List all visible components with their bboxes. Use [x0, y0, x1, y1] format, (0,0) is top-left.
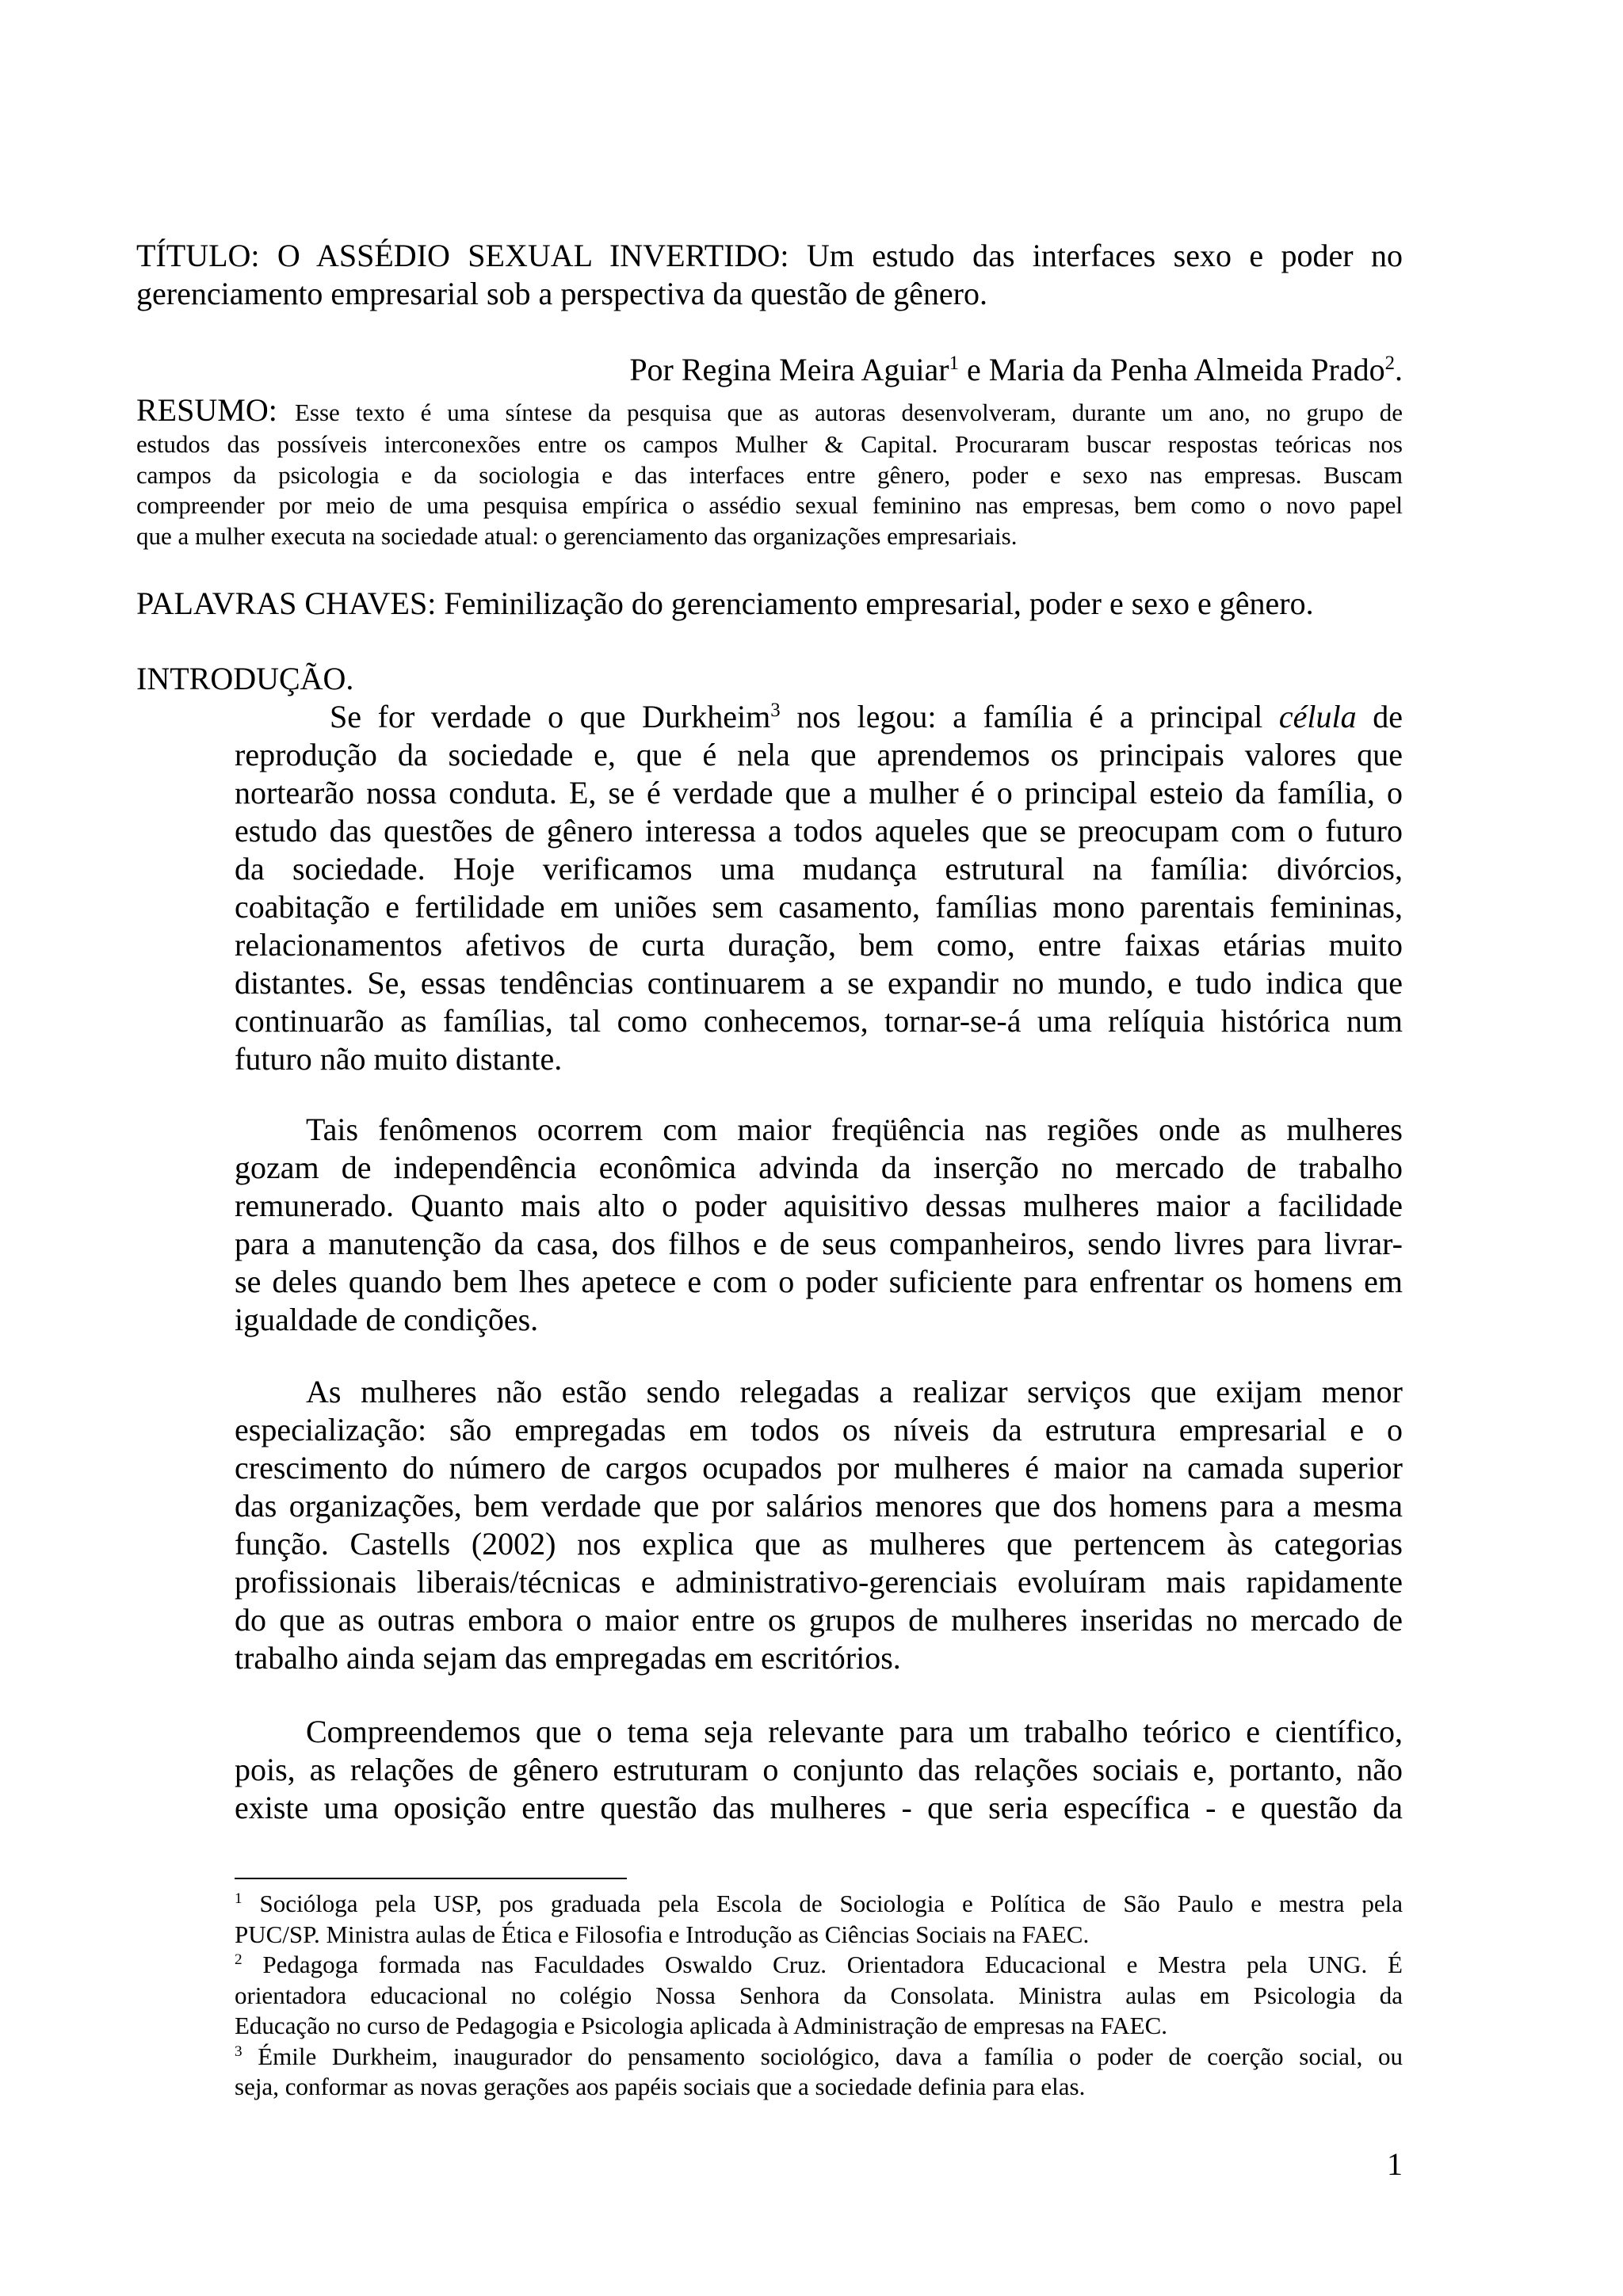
abstract-line: estudos das possíveis interconexões entre os campos Mulher & Capital. Procuraram buscar respostas teóricas nos: [136, 430, 1403, 458]
footnote-1-number: 1: [235, 1890, 242, 1908]
title-line-1: TÍTULO: O ASSÉDIO SEXUAL INVERTIDO: Um estudo das interfaces sexo e poder no: [136, 238, 1403, 273]
footnote-2: $^2$ Pedagoga formada nas Faculdades Oswaldo Cruz. Orientadora Educacional e Mestra pela UNG. É orientadora educacional no colégio Nossa Senhora da Consolata. Ministra aulas em Psicologia da Educação no curso de Pedagogia e Psicologia aplicada à Administração de empresas na FAEC.: [235, 1951, 1403, 2039]
author-byline: Por Regina Meira Aguiar$^1$ e Maria da Penha Almeida Prado$^2$.: [629, 352, 1403, 387]
abstract-label: RESUMO:: [136, 392, 295, 428]
abstract-line: compreender por meio de uma pesquisa empírica o assédio sexual feminino nas empresas, bem como o novo papel: [136, 491, 1403, 519]
paragraph-3: As mulheres não estão sendo relegadas a realizar serviços que exijam menor especialização: são empregadas em todos os níveis da estrutura empresarial e o crescimento do número de cargos ocupados por mulheres é maior na camada superior das organizações, bem verdade que por salários menores que dos homens para a mesma função. Castells (2002) nos explica que as mulheres que pertencem às categorias profissionais liberais/técnicas e administrativo-gerenciais evoluíram mais rapidamente do que as outras embora o maior entre os grupos de mulheres inseridas no mercado de trabalho ainda sejam das empregadas em escritórios.: [235, 1374, 1403, 1676]
document-title: [136, 237, 1403, 313]
footnotes: [235, 1889, 1403, 2103]
footnote-2-number: 2: [235, 1951, 242, 1969]
footnote-3-number: 3: [235, 2042, 242, 2060]
section-heading-introducao: INTRODUÇÃO.: [136, 661, 354, 696]
abstract: [136, 391, 1403, 551]
paragraph-1-first-line: Se for verdade o que Durkheim$^3$ nos legou: a família é a principal célula de: [330, 699, 1403, 734]
footnote-ref-2: 2: [1384, 353, 1395, 375]
abstract-line: campos da psicologia e da sociologia e das interfaces entre gênero, poder e sexo nas empresas. Buscam: [136, 460, 1403, 489]
keywords: PALAVRAS CHAVES: Feminilização do gerenciamento empresarial, poder e sexo e gênero.: [136, 585, 1314, 621]
title-line-2: gerenciamento empresarial sob a perspectiva da questão de gênero.: [136, 276, 987, 311]
abstract-line: Esse texto é uma síntese da pesquisa que as autoras desenvolveram, durante um ano, no grupo de: [294, 399, 1403, 426]
footnote-ref-3: 3: [770, 700, 781, 722]
paragraph-4: Compreendemos que o tema seja relevante para um trabalho teórico e científico, pois, as relações de gênero estruturam o conjunto das relações sociais e, portanto, não existe uma oposição entre questão das mulheres - que seria específica - e questão da: [235, 1714, 1403, 1825]
paragraph-1: Se for verdade o que Durkheim$^3$ nos legou: a família é a principal célula de reprodução da sociedade e, que é nela que aprendemos os principais valores que nortearão nossa conduta. E, se é verdade que a mulher é o principal esteio da família, o estudo das questões de gênero interessa a todos aqueles que se preocupam com o futuro da sociedade. Hoje verificamos uma mudança estrutural na família: divórcios, coabitação e fertilidade em uniões sem casamento, famílias mono parentais femininas, relacionamentos afetivos de curta duração, bem como, entre faixas etárias muito distantes. Se, essas tendências continuarem a se expandir no mundo, e tudo indica que continuarão as famílias, tal como conhecemos, tornar-se-á uma relíquia histórica num futuro não muito distante.: [235, 699, 1403, 1077]
footnote-3: $^3$ Émile Durkheim, inaugurador do pensamento sociológico, dava a família o poder de coerção social, ou seja, conformar as novas gerações aos papéis sociais que a sociedade definia para elas.: [235, 2042, 1403, 2100]
footnote-1: $^1$ Socióloga pela USP, pos graduada pela Escola de Sociologia e Política de São Paulo e mestra pela PUC/SP. Ministra aulas de Ética e Filosofia e Introdução as Ciências Sociais na FAEC.: [235, 1890, 1403, 1948]
abstract-line: que a mulher executa na sociedade atual: o gerenciamento das organizações empresariais.: [136, 521, 1018, 550]
page-number: 1: [1387, 2146, 1403, 2182]
footnote-separator: [235, 1878, 627, 1879]
footnote-ref-1: 1: [949, 353, 959, 375]
paragraph-2: Tais fenômenos ocorrem com maior freqüência nas regiões onde as mulheres gozam de independência econômica advinda da inserção no mercado de trabalho remunerado. Quanto mais alto o poder aquisitivo dessas mulheres maior a facilidade para a manutenção da casa, dos filhos e de seus companheiros, sendo livres para livrar- se deles quando bem lhes apetece e com o poder suficiente para enfrentar os homens em igualdade de condições.: [235, 1112, 1403, 1337]
